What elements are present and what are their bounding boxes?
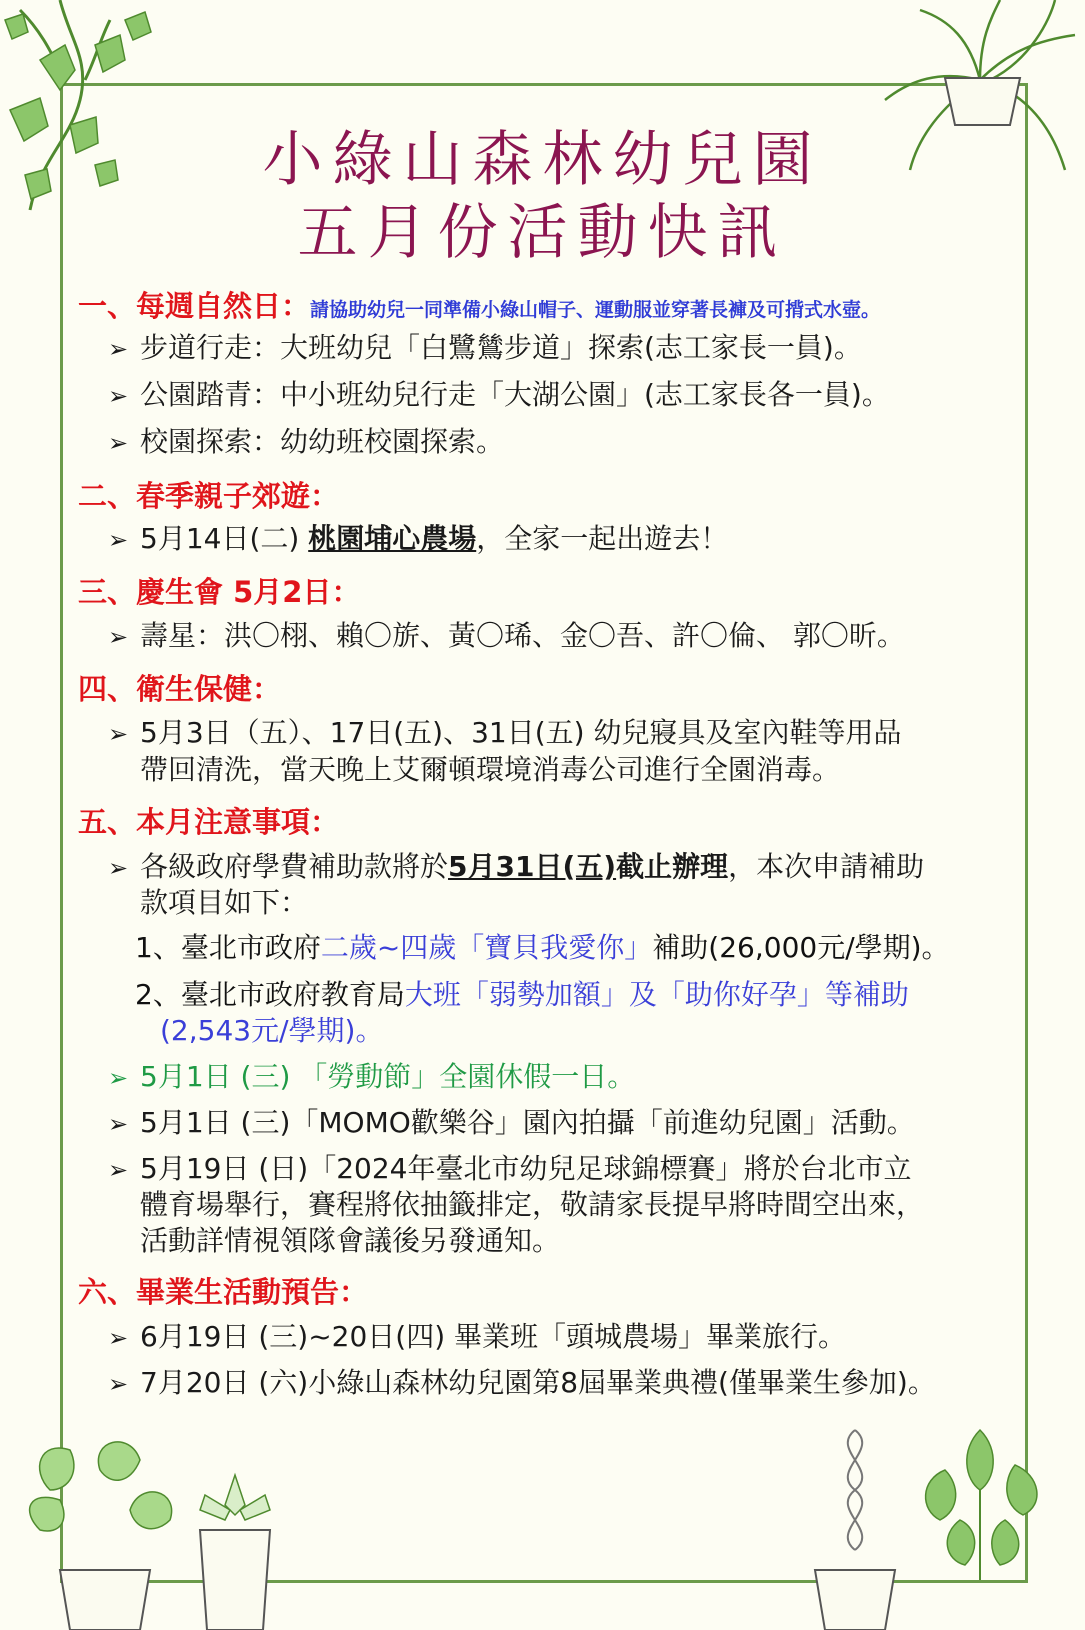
- section1-item-3: ➢ 校園探索：幼幼班校園探索。: [108, 425, 505, 458]
- section5-heading-row: [78, 800, 339, 841]
- bullet-arrow-icon: ➢: [108, 429, 129, 457]
- bullet-arrow-icon: ➢: [108, 1110, 129, 1138]
- section5-subsidy-line2: 款項目如下：: [140, 886, 309, 919]
- subsidy-item-2: 2、臺北市政府教育局大班「弱勢加額」及「助你好孕」等補助: [135, 978, 909, 1011]
- braided-plant-pot-icon: [800, 1420, 910, 1630]
- section4-heading: 四、衛生保健：: [78, 672, 282, 706]
- section3-heading-row: [78, 570, 360, 611]
- section1-heading: 一、每週自然日：: [78, 289, 311, 323]
- succulent-pot-icon: [185, 1455, 285, 1630]
- section1-note: 請協助幼兒一同準備小綠山帽子、運動服並穿著長褲及可揹式水壺。: [310, 299, 881, 321]
- section6-heading-row: [78, 1270, 368, 1311]
- section6-item-2: ➢ 7月20日 (六)小綠山森林幼兒園第8屆畢業典禮(僅畢業生參加)。: [108, 1366, 936, 1399]
- page-title-line1: 小綠山森林幼兒園: [262, 125, 823, 195]
- page-title-line2: 五月份活動快訊: [297, 198, 788, 268]
- bullet-arrow-icon: ➢: [108, 1324, 129, 1352]
- section5-heading: 五、本月注意事項：: [78, 805, 340, 839]
- potted-pothos-icon: [20, 1430, 190, 1630]
- section2-heading: 二、春季親子郊遊：: [78, 479, 340, 513]
- bullet-arrow-icon: ➢: [108, 623, 129, 651]
- section2-item: ➢ 5月14日(二) 桃園埔心農場，全家一起出遊去！: [108, 522, 729, 555]
- section3-heading: 三、慶生會 5月2日：: [78, 575, 361, 609]
- section5-subsidy-line1: ➢ 各級政府學費補助款將於5月31日(五)截止辦理，本次申請補助: [108, 850, 925, 883]
- bullet-arrow-icon: ➢: [108, 1370, 129, 1398]
- soccer-notice-line2: 體育場舉行，賽程將依抽籤排定，敬請家長提早將時間空出來，: [140, 1188, 925, 1221]
- section3-item: ➢ 壽星：洪〇栩、賴〇旂、黃〇琋、金〇吾、許〇倫、 郭〇昕。: [108, 619, 905, 652]
- section1-heading-row: [78, 284, 880, 325]
- section4-item-line2: 帶回清洗，當天晚上艾爾頓環境消毒公司進行全園消毒。: [140, 753, 841, 786]
- bullet-arrow-icon: ➢: [108, 335, 129, 363]
- bullet-arrow-icon: ➢: [108, 1156, 129, 1184]
- bullet-arrow-icon: ➢: [108, 720, 129, 748]
- deadline-date: 5月31日(五): [448, 850, 617, 883]
- section4-item-line1: ➢ 5月3日（五）、17日(五)、31日(五) 幼兒寢具及室內鞋等用品: [108, 716, 902, 749]
- section1-item-2: ➢ 公園踏青：中小班幼兒行走「大湖公園」(志工家長各一員)。: [108, 378, 890, 411]
- section2-heading-row: [78, 474, 339, 515]
- section1-item-1: ➢ 步道行走：大班幼兒「白鷺鷥步道」探索(志工家長一員)。: [108, 331, 862, 364]
- soccer-notice-line3: 活動詳情視領隊會議後另發通知。: [140, 1224, 561, 1257]
- rubber-plant-icon: [905, 1410, 1055, 1630]
- subsidy-item-1: 1、臺北市政府二歲~四歲「寶貝我愛你」補助(26,000元/學期)。: [135, 931, 950, 964]
- momo-notice: ➢ 5月1日 (三)「MOMO歡樂谷」園內拍攝「前進幼兒園」活動。: [108, 1106, 915, 1139]
- section4-heading-row: [78, 667, 281, 708]
- trip-destination: 桃園埔心農場: [308, 522, 477, 555]
- soccer-notice-line1: ➢ 5月19日 (日)「2024年臺北市幼兒足球錦標賽」將於台北市立: [108, 1152, 912, 1185]
- bullet-arrow-icon: ➢: [108, 526, 129, 554]
- bullet-arrow-icon: ➢: [108, 854, 129, 882]
- bullet-arrow-icon: ➢: [108, 1064, 129, 1092]
- bullet-arrow-icon: ➢: [108, 382, 129, 410]
- section6-item-1: ➢ 6月19日 (三)~20日(四) 畢業班「頭城農場」畢業旅行。: [108, 1320, 847, 1353]
- section6-heading: 六、畢業生活動預告：: [78, 1275, 369, 1309]
- holiday-notice: ➢ 5月1日 (三) 「勞動節」全園休假一日。: [108, 1060, 636, 1093]
- subsidy-item-2-line2: (2,543元/學期)。: [160, 1014, 384, 1047]
